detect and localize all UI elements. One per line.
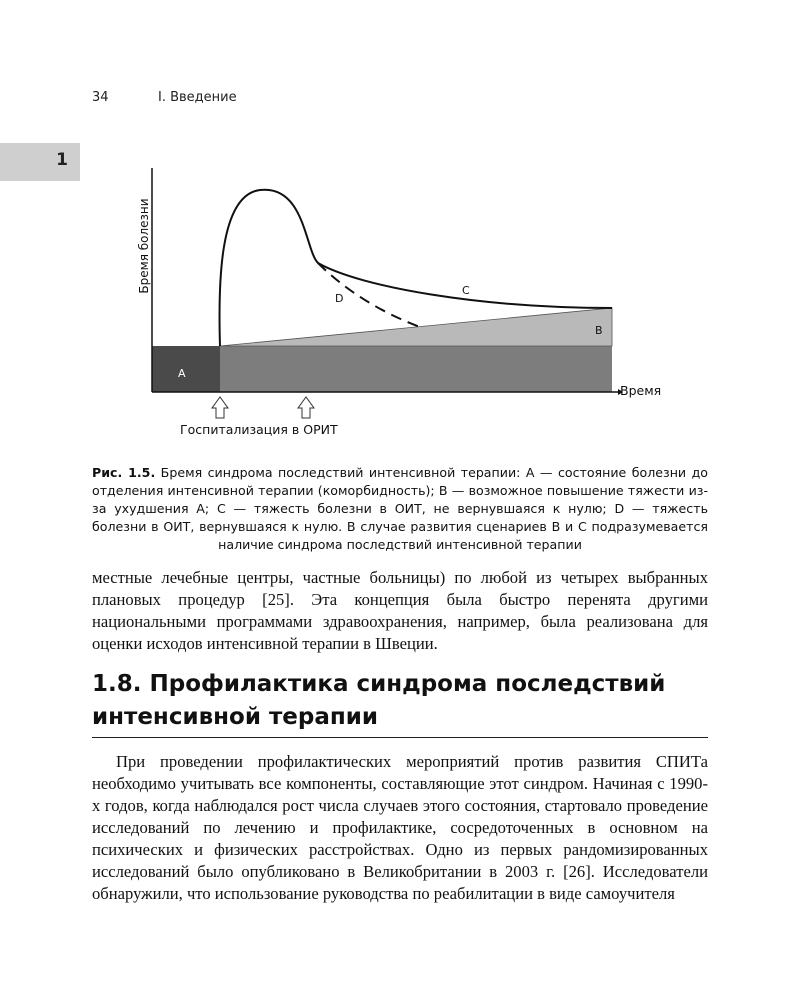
- paragraph-continuation: местные лечебные центры, частные больницы) по любой из четырех выбранных плановых процедур [25]. Эта концепция была быстро перенята другими национальными программами здравоохранения, например, была реализована для оценки исходов интенсивной терапии в Швеции.: [92, 568, 708, 653]
- label-d: D: [335, 292, 344, 305]
- label-b: B: [595, 324, 603, 337]
- label-c: C: [462, 284, 470, 297]
- label-a: A: [178, 367, 186, 380]
- curve-d: [318, 263, 420, 327]
- caption-text: Бремя синдрома последствий интенсивной терапии: А — состояние болезни до отделения интенсивной терапии (коморбидность); В — возможное повышение тяжести из-за ухудшения А; С — тяжесть болезни в ОИТ, не вернувшаяся к нулю; D — тяжесть болезни в ОИТ, вернувшаяся к нулю. В случае развития сценариев В и С подразумевается наличие синдрома последствий интенсивной терапии: [92, 465, 708, 552]
- admission-arrow-icon: [212, 397, 228, 418]
- chapter-number: 1: [56, 150, 68, 170]
- running-header: [92, 90, 237, 105]
- discharge-arrow-icon: [298, 397, 314, 418]
- region-a: [152, 346, 220, 392]
- chapter-tab: [0, 143, 80, 181]
- section-heading: 1.8. Профилактика синдрома последствий интенсивной терапии: [92, 668, 708, 738]
- caption-prefix: Рис. 1.5.: [92, 465, 156, 480]
- paragraph-body: При проведении профилактических мероприятий против развития СПИТа необходимо учитывать все компоненты, составляющие этот синдром. Начиная с 1990-х годов, когда наблюдался рост числа случаев этого состояния, стартовало проведение исследований по лечению и профилактике, сосредоточенных в основном на психических и физических расстройствах. Одно из первых рандомизированных исследований было опубликовано в Великобритании в 2003 г. [26]. Исследователи обнаружили, что использование руководства по реабилитации в виде самоучителя: [92, 752, 708, 903]
- y-axis-label: Бремя болезни: [137, 198, 151, 294]
- figure-1-5: [120, 150, 680, 440]
- region-baseline: [220, 346, 612, 392]
- admission-label: Госпитализация в ОРИТ: [180, 422, 338, 437]
- x-axis-label: Время: [620, 383, 662, 398]
- running-header-section: I. Введение: [158, 90, 237, 105]
- page-number: 34: [92, 90, 109, 105]
- region-b: [220, 308, 612, 346]
- figure-caption: [92, 464, 708, 554]
